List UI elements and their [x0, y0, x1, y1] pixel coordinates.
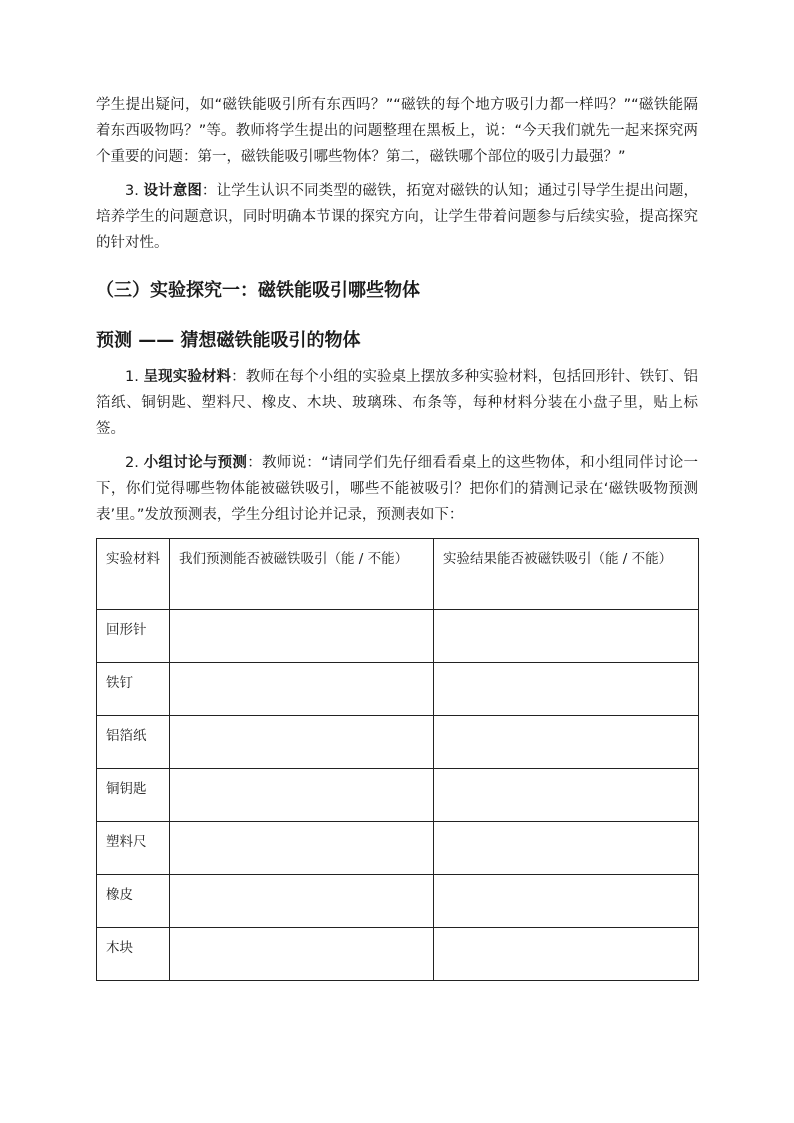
- document-page: [96, 92, 698, 981]
- table-row: [97, 875, 699, 928]
- paragraph-text: ：教师在每个小组的实验桌上摆放多种实验材料，包括回形针、铁钉、铝箔纸、铜钥匙、塑料尺、橡皮、木块、玻璃珠、布条等，每种材料分装在小盘子里，贴上标签。: [96, 369, 698, 437]
- material-cell: 回形针: [97, 610, 170, 663]
- table-row: [97, 928, 699, 981]
- table-row: [97, 822, 699, 875]
- material-cell: 铝箔纸: [97, 716, 170, 769]
- result-cell[interactable]: [434, 610, 699, 663]
- prediction-cell[interactable]: [170, 610, 434, 663]
- paragraph-materials: [96, 364, 698, 442]
- paragraph-label: 设计意图: [143, 183, 202, 199]
- prediction-cell[interactable]: [170, 875, 434, 928]
- header-material: 实验材料: [97, 539, 170, 610]
- paragraph-design-intent: [96, 178, 698, 256]
- prediction-cell[interactable]: [170, 769, 434, 822]
- table-row: [97, 610, 699, 663]
- table-header-row: [97, 539, 699, 610]
- paragraph-number: 1.: [125, 369, 144, 385]
- result-cell[interactable]: [434, 822, 699, 875]
- prediction-table: [96, 538, 699, 981]
- result-cell[interactable]: [434, 769, 699, 822]
- table-row: [97, 716, 699, 769]
- header-prediction: 我们预测能否被磁铁吸引（能 / 不能）: [170, 539, 434, 610]
- material-cell: 铁钉: [97, 663, 170, 716]
- prediction-cell[interactable]: [170, 663, 434, 716]
- table-row: [97, 769, 699, 822]
- paragraph-student-questions: 学生提出疑问，如“磁铁能吸引所有东西吗？”“磁铁的每个地方吸引力都一样吗？”“磁铁能隔着东西吸物吗？”等。教师将学生提出的问题整理在黑板上，说：“今天我们就先一起来探究两个重要的问题：第一，磁铁能吸引哪些物体？第二，磁铁哪个部位的吸引力最强？”: [96, 97, 698, 165]
- paragraph-number: 3.: [125, 183, 144, 199]
- paragraph-discussion: [96, 450, 698, 528]
- material-cell: 木块: [97, 928, 170, 981]
- paragraph-label: 呈现实验材料: [143, 369, 232, 385]
- subsection-heading: 预测 —— 猜想磁铁能吸引的物体: [96, 330, 361, 351]
- section-heading: （三）实验探究一：磁铁能吸引哪些物体: [96, 280, 420, 301]
- result-cell[interactable]: [434, 875, 699, 928]
- header-result: 实验结果能否被磁铁吸引（能 / 不能）: [434, 539, 699, 610]
- material-cell: 橡皮: [97, 875, 170, 928]
- prediction-cell[interactable]: [170, 822, 434, 875]
- paragraph-text: ：让学生认识不同类型的磁铁，拓宽对磁铁的认知；通过引导学生提出问题，培养学生的问题意识，同时明确本节课的探究方向，让学生带着问题参与后续实验，提高探究的针对性。: [96, 183, 698, 251]
- result-cell[interactable]: [434, 663, 699, 716]
- material-cell: 塑料尺: [97, 822, 170, 875]
- result-cell[interactable]: [434, 716, 699, 769]
- paragraph-label: 小组讨论与预测: [143, 455, 248, 471]
- paragraph-text: ：教师说：“请同学们先仔细看看桌上的这些物体，和小组同伴讨论一下，你们觉得哪些物体能被磁铁吸引，哪些不能被吸引？把你们的猜测记录在‘磁铁吸物预测表’里。”发放预测表，学生分组讨论并记录，预测表如下：: [96, 455, 699, 523]
- material-cell: 铜钥匙: [97, 769, 170, 822]
- paragraph-number: 2.: [125, 455, 144, 471]
- result-cell[interactable]: [434, 928, 699, 981]
- prediction-cell[interactable]: [170, 716, 434, 769]
- prediction-cell[interactable]: [170, 928, 434, 981]
- table-row: [97, 663, 699, 716]
